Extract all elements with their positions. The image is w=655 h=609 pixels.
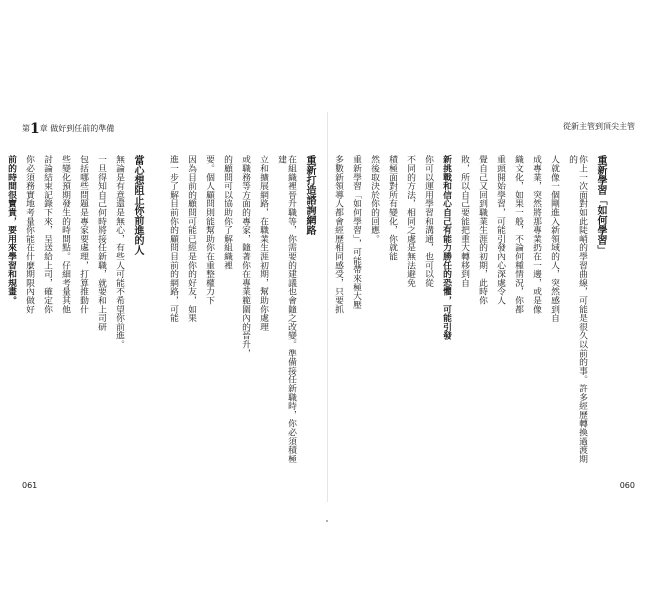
chapter-number: 1 <box>30 121 40 137</box>
section-heading: 重新打造諮詢網路 <box>304 155 315 235</box>
text-column: 包括哪些問題是專家要處理，打算推動什 <box>78 155 88 314</box>
chapter-prefix: 第 <box>22 124 30 133</box>
left-page <box>6 115 322 499</box>
text-column: 討論結束記錄下來，呈送給上司，確定你 <box>42 155 52 314</box>
section-gap <box>150 155 160 467</box>
right-body-text <box>333 155 605 467</box>
text-column: 積極面對所有變化，你就能 <box>387 155 397 261</box>
text-column: 人就像一個剛進入新領域的人，突然感到自 <box>549 155 559 323</box>
text-column: 因為目前的顧問可能已經是你的好友，如果 <box>186 155 196 323</box>
text-column: 無論是有意還是無心，有些人可能不希望你前進。 <box>114 155 124 349</box>
text-column: 你上一次面對如此陡峭的學習曲線，可能是很久以前的事。許多經歷轉換過渡期的 <box>567 155 587 463</box>
left-body-text <box>6 155 314 467</box>
text-column: 織文化，如果一般，不論何種情況，你都 <box>513 155 523 314</box>
right-page <box>335 115 635 499</box>
right-running-header <box>563 121 635 132</box>
section-heading: 重新學習「如何學習」 <box>595 155 606 255</box>
text-column: 不同的方法，相同之處是無法避免 <box>405 155 415 287</box>
text-column: 你可以運用學習和溝通，也可以從 <box>423 155 433 287</box>
right-page-number: 060 <box>619 481 635 490</box>
text-column: 一旦得知自己何時將接任新職，就要和上司研 <box>96 155 106 331</box>
left-page-number: 061 <box>22 481 38 490</box>
text-column: 些變化預期發生的時間點。仔細考量其他 <box>60 155 70 314</box>
book-gutter <box>327 112 328 502</box>
text-column: 的顧問可以協助你了解組織裡 <box>222 155 232 270</box>
text-column: 在組織裡晉升職等，你需要的建議也會隨之改變。準備接任新職時，你必須積極建 <box>276 155 296 463</box>
text-column: 新挑戰和信心自己有能力勝任的恐懼，可能引發 <box>441 155 451 340</box>
text-column: 敗，所以自己要能把重大轉移到自 <box>459 155 469 287</box>
text-column: 然後取決於你的回應。 <box>369 155 379 243</box>
text-column: 重新學習「如何學習」，可能帶來極大壓 <box>351 155 361 309</box>
chapter-title: 做好到任前的準備 <box>50 124 115 133</box>
book-title: 從新主管到頂尖主管 <box>563 122 635 131</box>
text-column: 成專業，突然將那專業扔在一邊，或是像 <box>531 155 541 314</box>
text-column: 或職務等方面的專家，隨著你在專業範圍內的晉升， <box>240 155 250 358</box>
chapter-suffix: 章 <box>39 124 48 133</box>
text-column: 立和擴展網路，在職業生涯初期，幫助你處理 <box>258 155 268 331</box>
scan-dot <box>326 520 328 522</box>
section-heading: 當心想阻止你前進的人 <box>132 155 143 255</box>
text-column: 覺自己又回到職業生涯的初期，此時你 <box>477 155 487 305</box>
text-column: 要。個人顧問則能幫助你在重整權力下 <box>204 155 214 305</box>
text-column: 你必須務實地考量你能在什麼期限內做好 <box>24 155 34 314</box>
text-column: 進一步了解目前你的顧問目前的網路，可能 <box>168 155 178 323</box>
text-column: 多數新領導人都會經歷相同感受，只要抓 <box>333 155 343 314</box>
text-column: 前的時間很寶貴，要用來學習和規畫。 <box>6 155 16 305</box>
text-column: 重頭開始學習，可能引發內心深處令人 <box>495 155 505 305</box>
left-running-header <box>22 121 114 137</box>
